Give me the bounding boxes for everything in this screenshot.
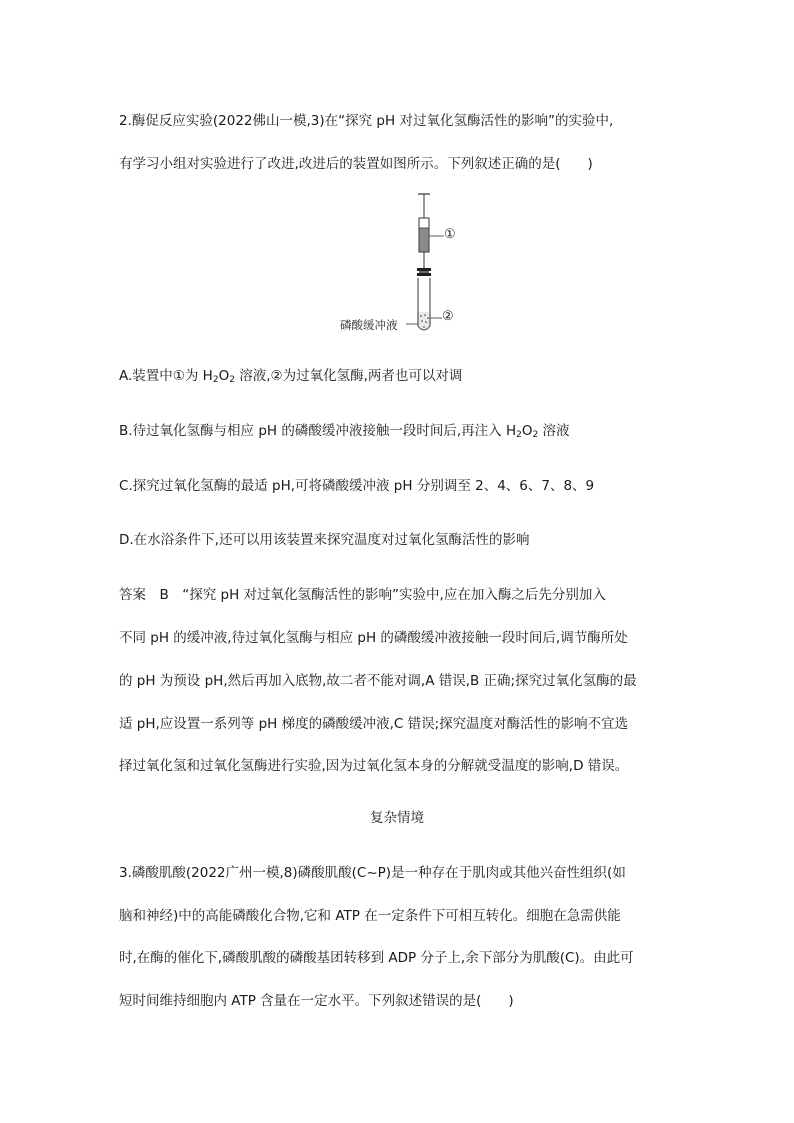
opt-b-text-3: 溶液	[538, 423, 570, 439]
answer-line-5: 择过氧化氢和过氧化氢酶进行实验,因为过氧化氢本身的分解就受温度的影响,D 错误。	[119, 758, 629, 774]
q3-stem-line-3: 时,在酶的催化下,磷酸肌酸的磷酸基团转移到 ADP 分子上,余下部分为肌酸(C)。由此可	[119, 950, 634, 966]
opt-b-sub-1: 2	[516, 430, 522, 440]
opt-b-text-1: B.待过氧化氢酶与相应 pH 的磷酸缓冲液接触一段时间后,再注入 H	[119, 423, 517, 439]
answer-line-2: 不同 pH 的缓冲液,待过氧化氢酶与相应 pH 的磷酸缓冲液接触一段时间后,调节酶所处	[119, 630, 628, 646]
opt-a-sub-1: 2	[212, 375, 219, 385]
q2-option-a	[119, 364, 462, 385]
q2-option-c: C.探究过氧化氢酶的最适 pH,可将磷酸缓冲液 pH 分别调至 2、4、6、7、8、9	[119, 478, 595, 494]
section-title: 复杂情境	[370, 810, 424, 826]
opt-a-sub-2: 2	[229, 375, 235, 385]
label-2: ②	[442, 309, 454, 324]
q3-stem-line-4: 短时间维持细胞内 ATP 含量在一定水平。下列叙述错误的是( )	[119, 993, 514, 1009]
q3-stem-line-1: 3.磷酸肌酸(2022广州一模,8)磷酸肌酸(C~P)是一种存在于肌肉或其他兴奋性组织(如	[119, 865, 626, 881]
answer-line-4: 适 pH,应设置一系列等 pH 梯度的磷酸缓冲液,C 错误;探究温度对酶活性的影响不宜选	[119, 716, 629, 732]
opt-a-text-1: A.装置中①为 H	[119, 368, 213, 384]
apparatus-figure	[330, 188, 470, 338]
q2-option-d: D.在水浴条件下,还可以用该装置来探究温度对过氧化氢酶活性的影响	[119, 532, 530, 548]
label-1: ①	[444, 227, 456, 242]
opt-b-sub-2: 2	[532, 430, 539, 440]
q2-stem-line-2: 有学习小组对实验进行了改进,改进后的装置如图所示。下列叙述正确的是( )	[119, 156, 593, 172]
q3-stem-line-2: 脑和神经)中的高能磷酸化合物,它和 ATP 在一定条件下可相互转化。细胞在急需供能	[119, 908, 621, 924]
answer-line-3: 的 pH 为预设 pH,然后再加入底物,故二者不能对调,A 错误,B 正确;探究过氧化氢酶的最	[119, 673, 637, 689]
opt-b-text-2: O	[521, 423, 533, 439]
q2-stem-line-1: 2.酶促反应实验(2022佛山一模,3)在“探究 pH 对过氧化氢酶活性的影响”的实验中,	[119, 113, 614, 129]
buffer-label: 磷酸缓冲液	[340, 318, 398, 332]
q2-option-b	[119, 419, 570, 440]
opt-a-text-2: O	[218, 368, 230, 384]
answer-line-1: 答案 B “探究 pH 对过氧化氢酶活性的影响”实验中,应在加入酶之后先分别加入	[119, 587, 606, 603]
opt-a-text-3: 溶液,②为过氧化氢酶,两者也可以对调	[234, 368, 463, 384]
